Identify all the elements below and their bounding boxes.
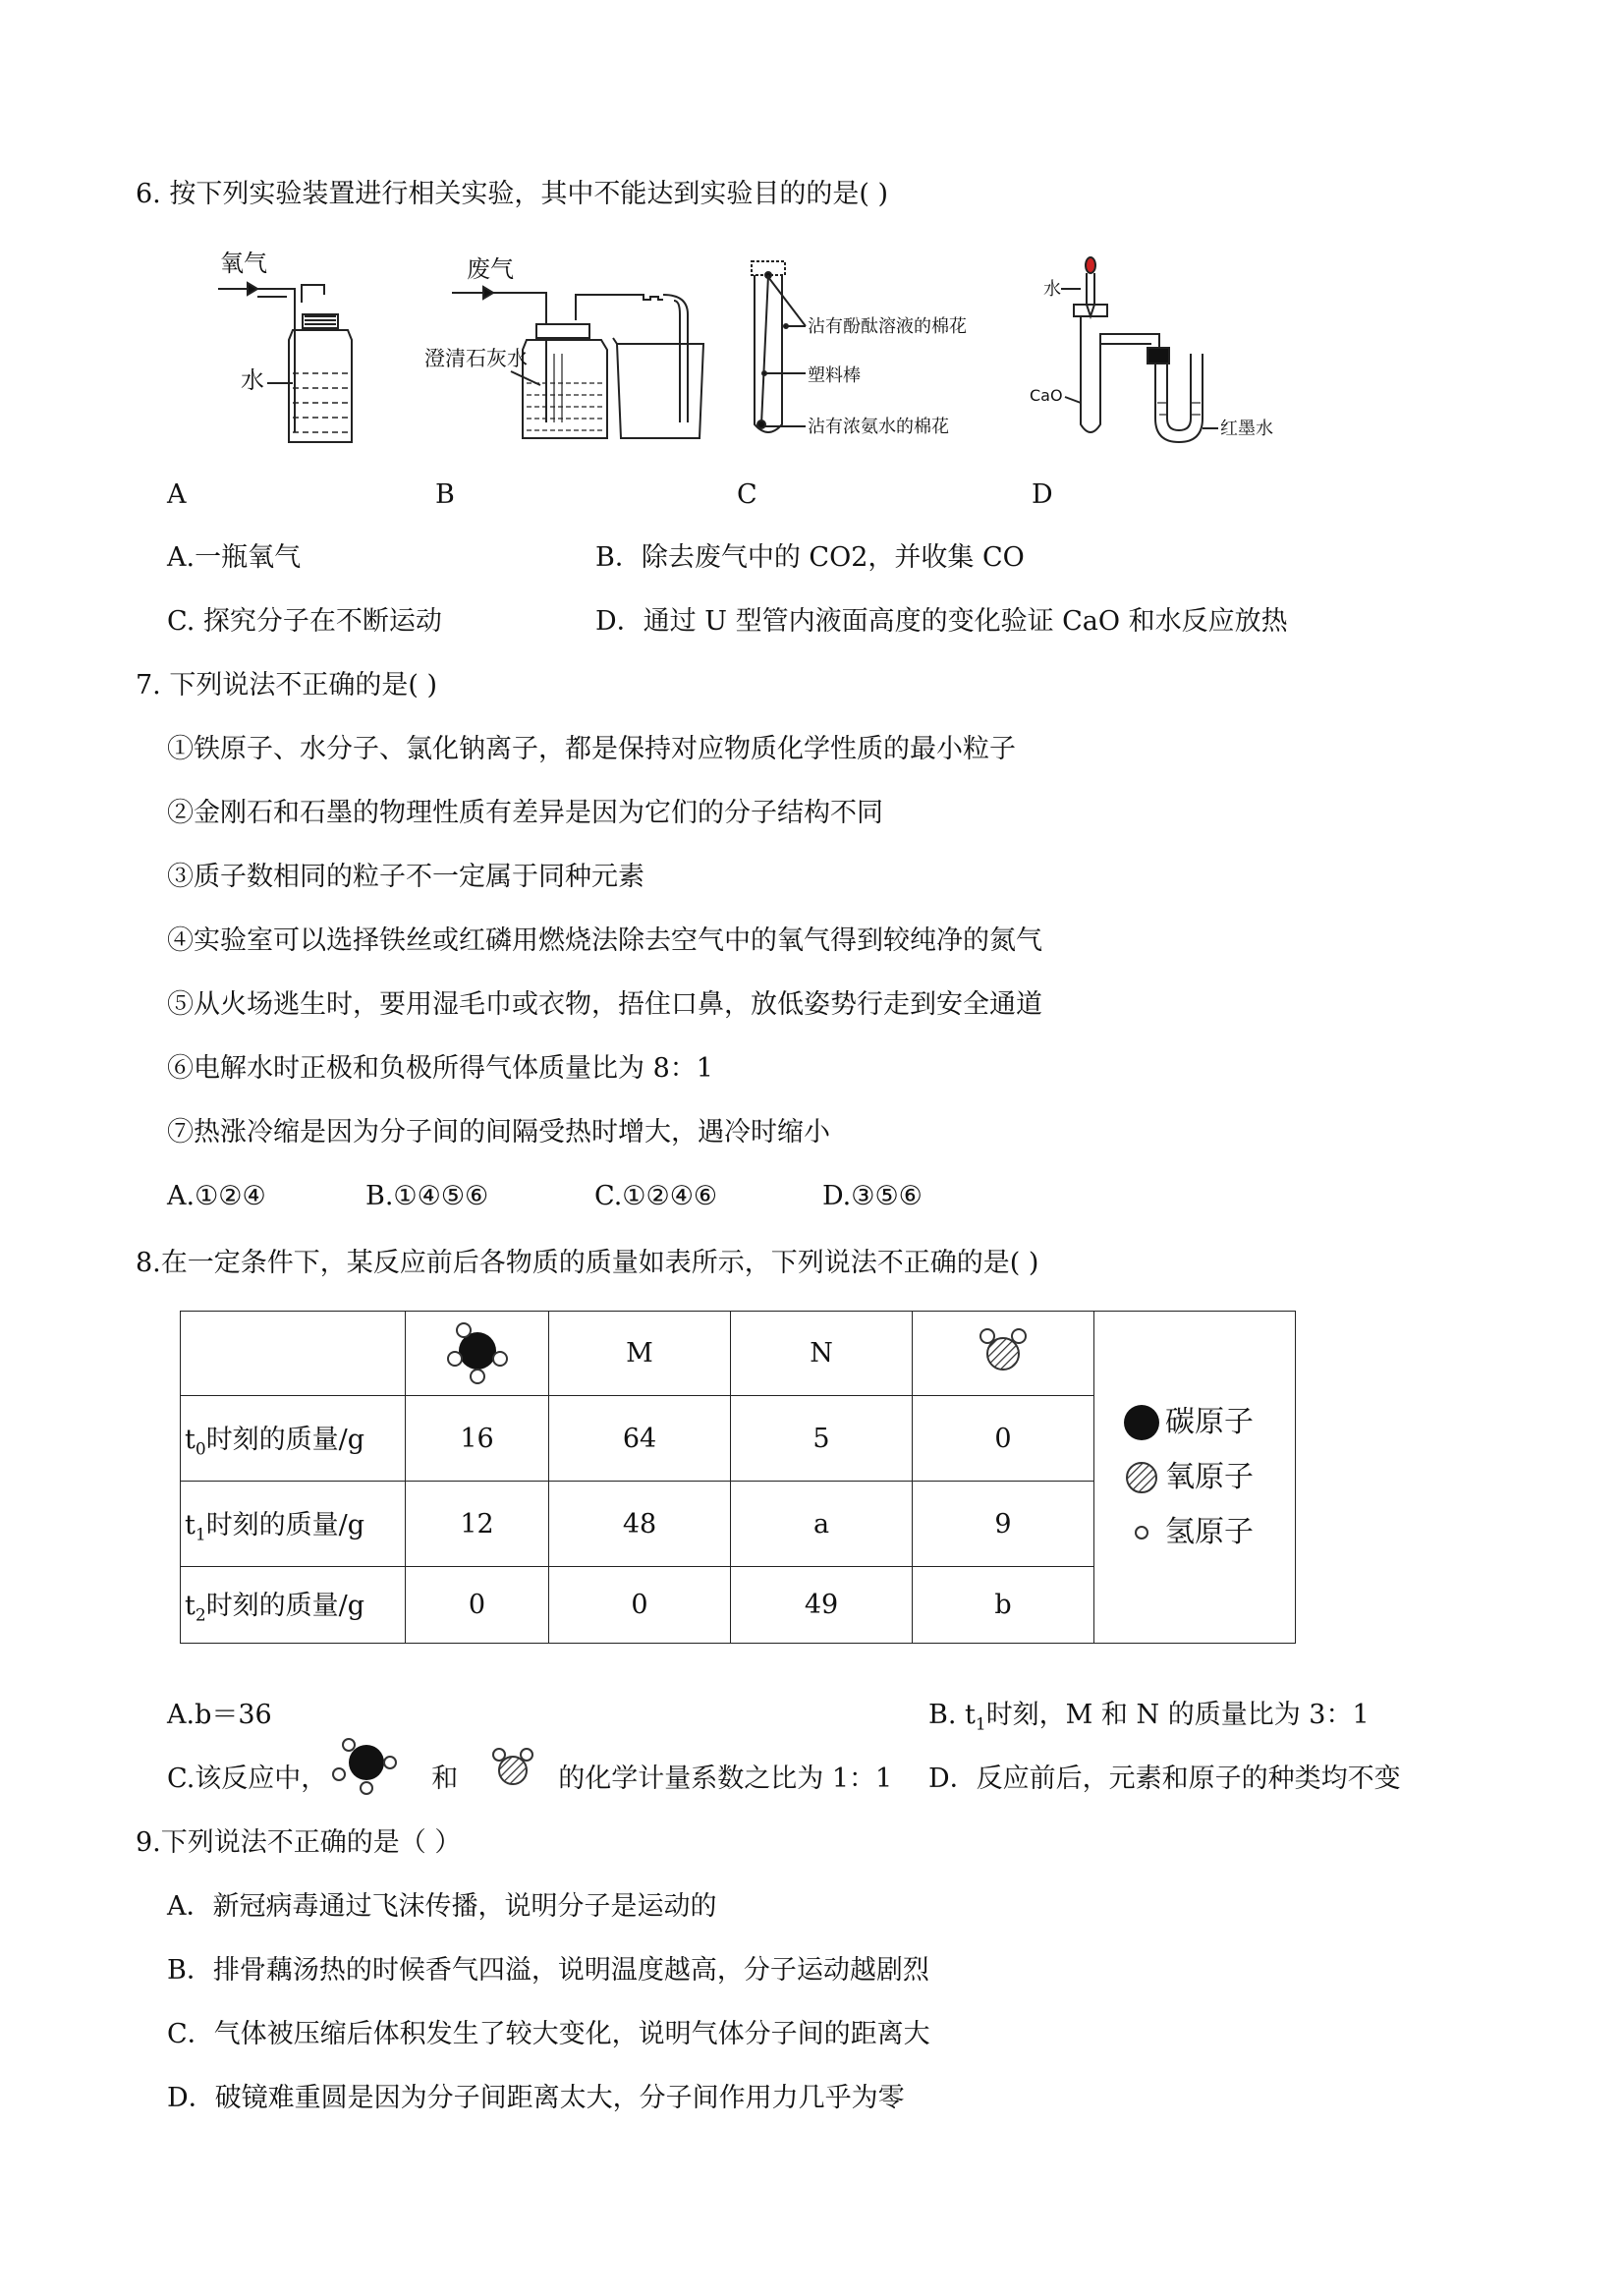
q6-stem: 6. 按下列实验装置进行相关实验，其中不能达到实验目的的是( ) [136, 179, 888, 209]
table-cell: 16 [406, 1396, 549, 1482]
q9-option-d: D．破镜难重圆是因为分子间距离太大，分子间作用力几乎为零 [167, 2083, 905, 2113]
q9-option-b: B．排骨藕汤热的时候香气四溢，说明温度越高，分子运动越剧烈 [167, 1955, 929, 1986]
b-lime-label: 澄清石灰水 [424, 347, 528, 370]
q6-option-d: D．通过 U 型管内液面高度的变化验证 CaO 和水反应放热 [595, 606, 1288, 637]
apparatus-b [424, 255, 703, 438]
q8-option-d: D．反应前后，元素和原子的种类均不变 [928, 1764, 1401, 1794]
apparatus-d [1030, 257, 1273, 442]
legend-oxygen-label: 氧原子 [1165, 1459, 1254, 1494]
q9-option-c: C．气体被压缩后体积发生了较大变化，说明气体分子间的距离大 [167, 2019, 930, 2049]
table-header-row [181, 1312, 1296, 1396]
row-label: $t_0$时刻的质量/g [181, 1396, 406, 1482]
legend-hydrogen [1122, 1505, 1295, 1560]
q7-item: ⑦热涨冷缩是因为分子间的间隔受热时增大，遇冷时缩小 [167, 1117, 830, 1148]
q7-option-b: B.①④⑤⑥ [365, 1181, 489, 1211]
apparatus-a [218, 250, 352, 442]
row-label: $t_2$时刻的质量/g [181, 1567, 406, 1644]
d-water-label: 水 [1043, 279, 1061, 300]
d-cao-label: CaO [1030, 386, 1063, 405]
q7-item: ①铁原子、水分子、氯化钠离子，都是保持对应物质化学性质的最小粒子 [167, 734, 1016, 764]
apparatus-c [752, 261, 967, 437]
header-cell-empty [181, 1312, 406, 1396]
table-cell: 0 [913, 1396, 1094, 1482]
q7-item: ②金刚石和石墨的物理性质有差异是因为它们的分子结构不同 [167, 798, 883, 828]
q6-letter-b: B [435, 479, 455, 510]
q8-option-b: B. $t_1$时刻，M 和 N 的质量比为 3：1 [928, 1700, 1370, 1735]
ch4-molecule-icon [443, 1316, 512, 1384]
header-cell-n: N [731, 1312, 913, 1396]
table-cell: 12 [406, 1482, 549, 1567]
q7-stem: 7. 下列说法不正确的是( ) [136, 670, 437, 700]
table-cell: a [731, 1482, 913, 1567]
header-cell-h2o [913, 1312, 1094, 1396]
q6-letter-a: A [167, 479, 187, 510]
table-cell: 48 [549, 1482, 731, 1567]
q6-option-b: B．除去废气中的 CO2，并收集 CO [595, 542, 1025, 573]
q8-stem: 8.在一定条件下，某反应前后各物质的质量如表所示，下列说法不正确的是( ) [136, 1248, 1039, 1278]
hydrogen-atom-icon [1122, 1513, 1165, 1552]
q8-option-a: A.b＝36 [167, 1700, 272, 1730]
q6-option-a: A.一瓶氧气 [167, 542, 302, 573]
q6-letter-c: C [737, 479, 757, 510]
q7-option-a: A.①②④ [167, 1181, 266, 1211]
table-cell: 5 [731, 1396, 913, 1482]
table-cell: 9 [913, 1482, 1094, 1567]
header-cell-ch4 [406, 1312, 549, 1396]
c-mid-label: 塑料棒 [808, 365, 861, 386]
table-cell: 0 [406, 1567, 549, 1644]
q6-option-c: C. 探究分子在不断运动 [167, 606, 442, 637]
q7-item: ④实验室可以选择铁丝或红磷用燃烧法除去空气中的氧气得到较纯净的氮气 [167, 925, 1042, 956]
q9-option-a: A．新冠病毒通过飞沫传播，说明分子是运动的 [167, 1891, 717, 1922]
b-gas-label: 废气 [467, 255, 514, 283]
row-label: $t_1$时刻的质量/g [181, 1482, 406, 1567]
c-top-label: 沾有酚酞溶液的棉花 [808, 316, 967, 337]
header-cell-m: M [549, 1312, 731, 1396]
q6-letter-d: D [1032, 479, 1053, 510]
carbon-atom-icon [1122, 1403, 1165, 1442]
q7-option-d: D.③⑤⑥ [822, 1181, 923, 1211]
q7-option-c: C.①②④⑥ [594, 1181, 718, 1211]
a-water-label: 水 [241, 366, 264, 394]
q7-item: ⑤从火场逃生时，要用湿毛巾或衣物，捂住口鼻，放低姿势行走到安全通道 [167, 989, 1042, 1020]
h2o-molecule-icon [974, 1320, 1033, 1379]
legend-carbon [1122, 1395, 1295, 1450]
q9-stem: 9.下列说法不正确的是（ ） [136, 1827, 462, 1858]
table-cell: b [913, 1567, 1094, 1644]
table-cell: 49 [731, 1567, 913, 1644]
legend-carbon-label: 碳原子 [1165, 1404, 1254, 1439]
d-red-label: 红墨水 [1220, 419, 1273, 439]
legend-oxygen [1122, 1450, 1295, 1505]
c-bot-label: 沾有浓氨水的棉花 [808, 417, 949, 437]
h2o-molecule-icon [485, 1741, 540, 1796]
mass-table [180, 1311, 1296, 1644]
q7-item: ③质子数相同的粒子不一定属于同种元素 [167, 862, 644, 892]
a-gas-label: 氧气 [220, 250, 267, 277]
table-cell: 0 [549, 1567, 731, 1644]
q7-item: ⑥电解水时正极和负极所得气体质量比为 8：1 [167, 1053, 713, 1084]
q8-option-c: C.该反应中， 和 的化学计量系数之比为 1：1 [167, 1762, 892, 1798]
oxygen-atom-icon [1122, 1458, 1165, 1497]
ch4-molecule-icon [327, 1735, 406, 1798]
legend-cell [1094, 1312, 1296, 1644]
q6-apparatus-figure [196, 246, 1326, 462]
table-cell: 64 [549, 1396, 731, 1482]
legend-hydrogen-label: 氢原子 [1165, 1514, 1254, 1549]
